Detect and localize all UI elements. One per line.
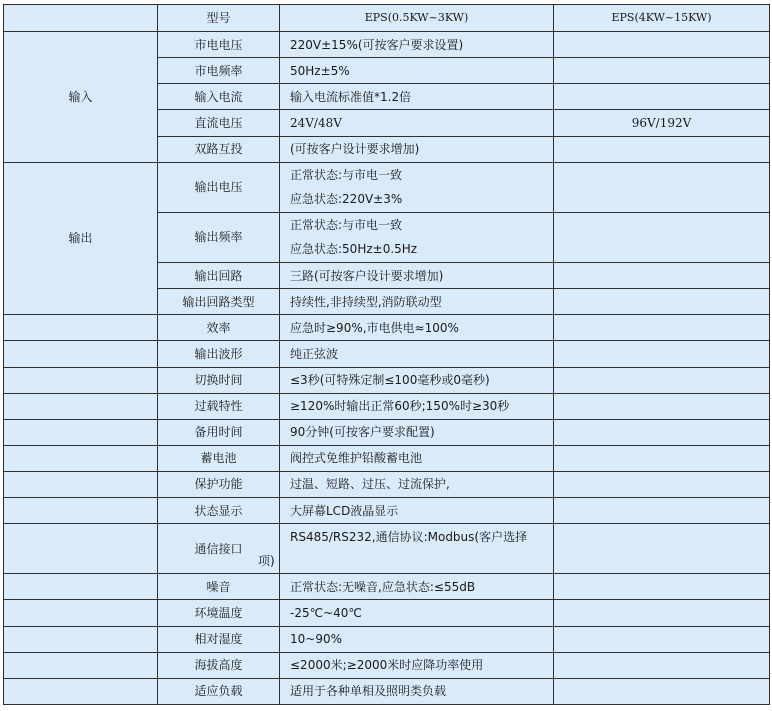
group-blank-cell [4,600,158,626]
header-blank-cell [4,5,158,32]
header-model-label: 型号 [158,5,280,32]
param-altitude: 海拔高度 [158,652,280,678]
param-protection: 保护功能 [158,471,280,497]
value-altitude: ≤2000米;≥2000米时应降功率使用 [280,652,554,678]
param-output-voltage: 输出电压 [158,162,280,212]
value-b-status-display [554,498,770,524]
value-mains-voltage: 220V±15%(可按客户要求设置) [280,32,554,58]
param-mains-voltage: 市电电压 [158,32,280,58]
param-waveform: 输出波形 [158,341,280,367]
table-row [4,32,770,58]
header-model-a: EPS(0.5KW~3KW) [280,5,554,32]
group-blank-cell [4,626,158,652]
value-output-frequency [280,212,554,262]
table-row [4,600,770,626]
value-b-mains-frequency [554,58,770,84]
value-noise: 正常状态:无噪音,应急状态:≤55dB [280,574,554,600]
value-b-output-circuit-type [554,289,770,315]
table-row [4,574,770,600]
param-noise: 噪音 [158,574,280,600]
value-b-output-voltage [554,162,770,212]
value-b-backup-time [554,419,770,445]
value-b-altitude [554,652,770,678]
value-protection: 过温、短路、过压、过流保护, [280,471,554,497]
value-output-circuit: 三路(可按客户设计要求增加) [280,263,554,289]
table-row [4,678,770,704]
value-b-mains-voltage [554,32,770,58]
param-switch-time: 切换时间 [158,367,280,393]
value-output-frequency-normal: 正常状态:与市电一致 [290,218,403,233]
table-row [4,315,770,341]
value-b-battery [554,445,770,471]
table-row [4,341,770,367]
group-blank-cell [4,471,158,497]
group-input-label: 输入 [4,32,158,163]
param-mains-frequency: 市电频率 [158,58,280,84]
value-output-voltage-normal: 正常状态:与市电一致 [290,168,403,183]
value-comm-interface-line1: RS485/RS232,通信协议:Modbus(客户选择 [290,529,528,544]
value-dc-voltage: 24V/48V [280,110,554,136]
group-blank-cell [4,678,158,704]
param-output-circuit-type: 输出回路类型 [158,289,280,315]
value-waveform: 纯正弦波 [280,341,554,367]
value-b-output-circuit [554,263,770,289]
value-b-humidity [554,626,770,652]
group-blank-cell [4,419,158,445]
value-b-comm-interface [554,524,770,574]
group-blank-cell [4,315,158,341]
value-output-frequency-emergency: 应急状态:50Hz±0.5Hz [290,242,418,257]
group-output-label: 输出 [4,162,158,315]
param-input-current: 输入电流 [158,84,280,110]
param-output-circuit: 输出回路 [158,263,280,289]
value-b-switch-time [554,367,770,393]
value-b-temperature [554,600,770,626]
group-blank-cell [4,498,158,524]
group-blank-cell [4,341,158,367]
param-overload: 过载特性 [158,393,280,419]
param-efficiency: 效率 [158,315,280,341]
value-b-protection [554,471,770,497]
table-row [4,393,770,419]
value-b-overload [554,393,770,419]
value-mains-frequency: 50Hz±5% [280,58,554,84]
value-comm-interface-line2: 项) [258,553,275,568]
group-blank-cell [4,393,158,419]
value-dual-switch: (可按客户设计要求增加) [280,136,554,162]
value-comm-interface [258,524,554,574]
header-row [4,5,770,32]
group-blank-cell [4,445,158,471]
value-b-noise [554,574,770,600]
value-b-input-current [554,84,770,110]
value-battery: 阀控式免维护铅酸蓄电池 [280,445,554,471]
value-input-current: 输入电流标准值*1.2倍 [280,84,554,110]
table-row [4,471,770,497]
spec-table [3,4,770,705]
value-backup-time: 90分钟(可按客户要求配置) [280,419,554,445]
value-temperature: -25℃~40℃ [280,600,554,626]
table-row [4,367,770,393]
param-temperature: 环境温度 [158,600,280,626]
param-status-display: 状态显示 [158,498,280,524]
param-battery: 蓄电池 [158,445,280,471]
table-row [4,162,770,212]
group-blank-cell [4,574,158,600]
table-row [4,626,770,652]
value-output-voltage-emergency: 应急状态:220V±3% [290,192,403,207]
table-row [4,419,770,445]
value-output-voltage [280,162,554,212]
param-comm-interface: 通信接口 [158,524,280,574]
value-load: 适用于各种单相及照明类负载 [280,678,554,704]
table-row [4,652,770,678]
value-efficiency: 应急时≥90%,市电供电≈100% [280,315,554,341]
group-blank-cell [4,367,158,393]
value-switch-time: ≤3秒(可特殊定制≤100毫秒或0毫秒) [280,367,554,393]
param-humidity: 相对湿度 [158,626,280,652]
param-dc-voltage: 直流电压 [158,110,280,136]
value-status-display: 大屏幕LCD液晶显示 [280,498,554,524]
group-blank-cell [4,652,158,678]
param-load: 适应负载 [158,678,280,704]
group-blank-cell [4,524,158,574]
param-dual-switch: 双路互投 [158,136,280,162]
value-output-circuit-type: 持续性,非持续型,消防联动型 [280,289,554,315]
table-row [4,498,770,524]
value-b-dual-switch [554,136,770,162]
value-b-efficiency [554,315,770,341]
param-output-frequency: 输出频率 [158,212,280,262]
header-model-b: EPS(4KW~15KW) [554,5,770,32]
value-b-waveform [554,341,770,367]
table-row [4,445,770,471]
value-b-load [554,678,770,704]
value-overload: ≥120%时输出正常60秒;150%时≥30秒 [280,393,554,419]
param-backup-time: 备用时间 [158,419,280,445]
value-b-dc-voltage: 96V/192V [554,110,770,136]
table-row [4,524,770,574]
value-b-output-frequency [554,212,770,262]
value-humidity: 10~90% [280,626,554,652]
